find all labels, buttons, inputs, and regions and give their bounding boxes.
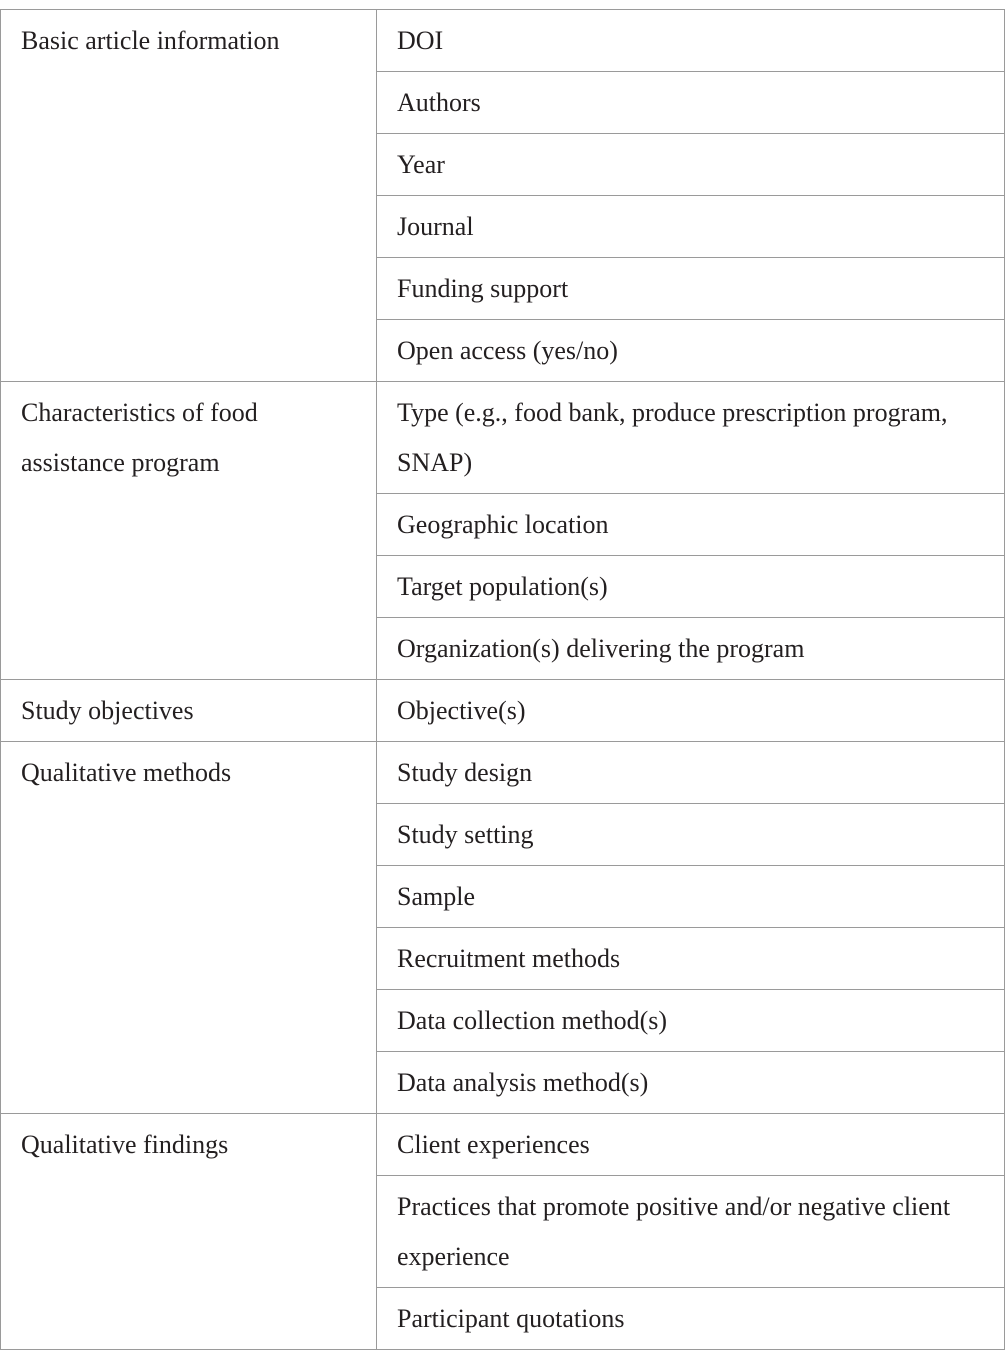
item-cell: Journal [377,196,1005,258]
item-cell: Sample [377,866,1005,928]
table-row [1,10,1005,72]
item-cell: Authors [377,72,1005,134]
data-extraction-table [0,9,1005,1350]
item-cell: Participant quotations [377,1288,1005,1350]
item-cell: Type (e.g., food bank, produce prescription program, SNAP) [377,382,1005,494]
category-cell: Study objectives [1,680,377,742]
category-cell: Qualitative methods [1,742,377,1114]
item-cell: Geographic location [377,494,1005,556]
item-cell: Funding support [377,258,1005,320]
item-cell: Study setting [377,804,1005,866]
item-cell: Open access (yes/no) [377,320,1005,382]
category-cell: Basic article information [1,10,377,382]
item-cell: Year [377,134,1005,196]
item-cell: Target population(s) [377,556,1005,618]
item-cell: Client experiences [377,1114,1005,1176]
item-cell: Organization(s) delivering the program [377,618,1005,680]
item-cell: Study design [377,742,1005,804]
item-cell: Recruitment methods [377,928,1005,990]
table-row [1,382,1005,494]
item-cell: Practices that promote positive and/or negative client experience [377,1176,1005,1288]
item-cell: DOI [377,10,1005,72]
table-row [1,1114,1005,1176]
table-row [1,742,1005,804]
table-row [1,680,1005,742]
category-cell: Qualitative findings [1,1114,377,1350]
category-cell: Characteristics of food assistance program [1,382,377,680]
item-cell: Data analysis method(s) [377,1052,1005,1114]
item-cell: Data collection method(s) [377,990,1005,1052]
item-cell: Objective(s) [377,680,1005,742]
